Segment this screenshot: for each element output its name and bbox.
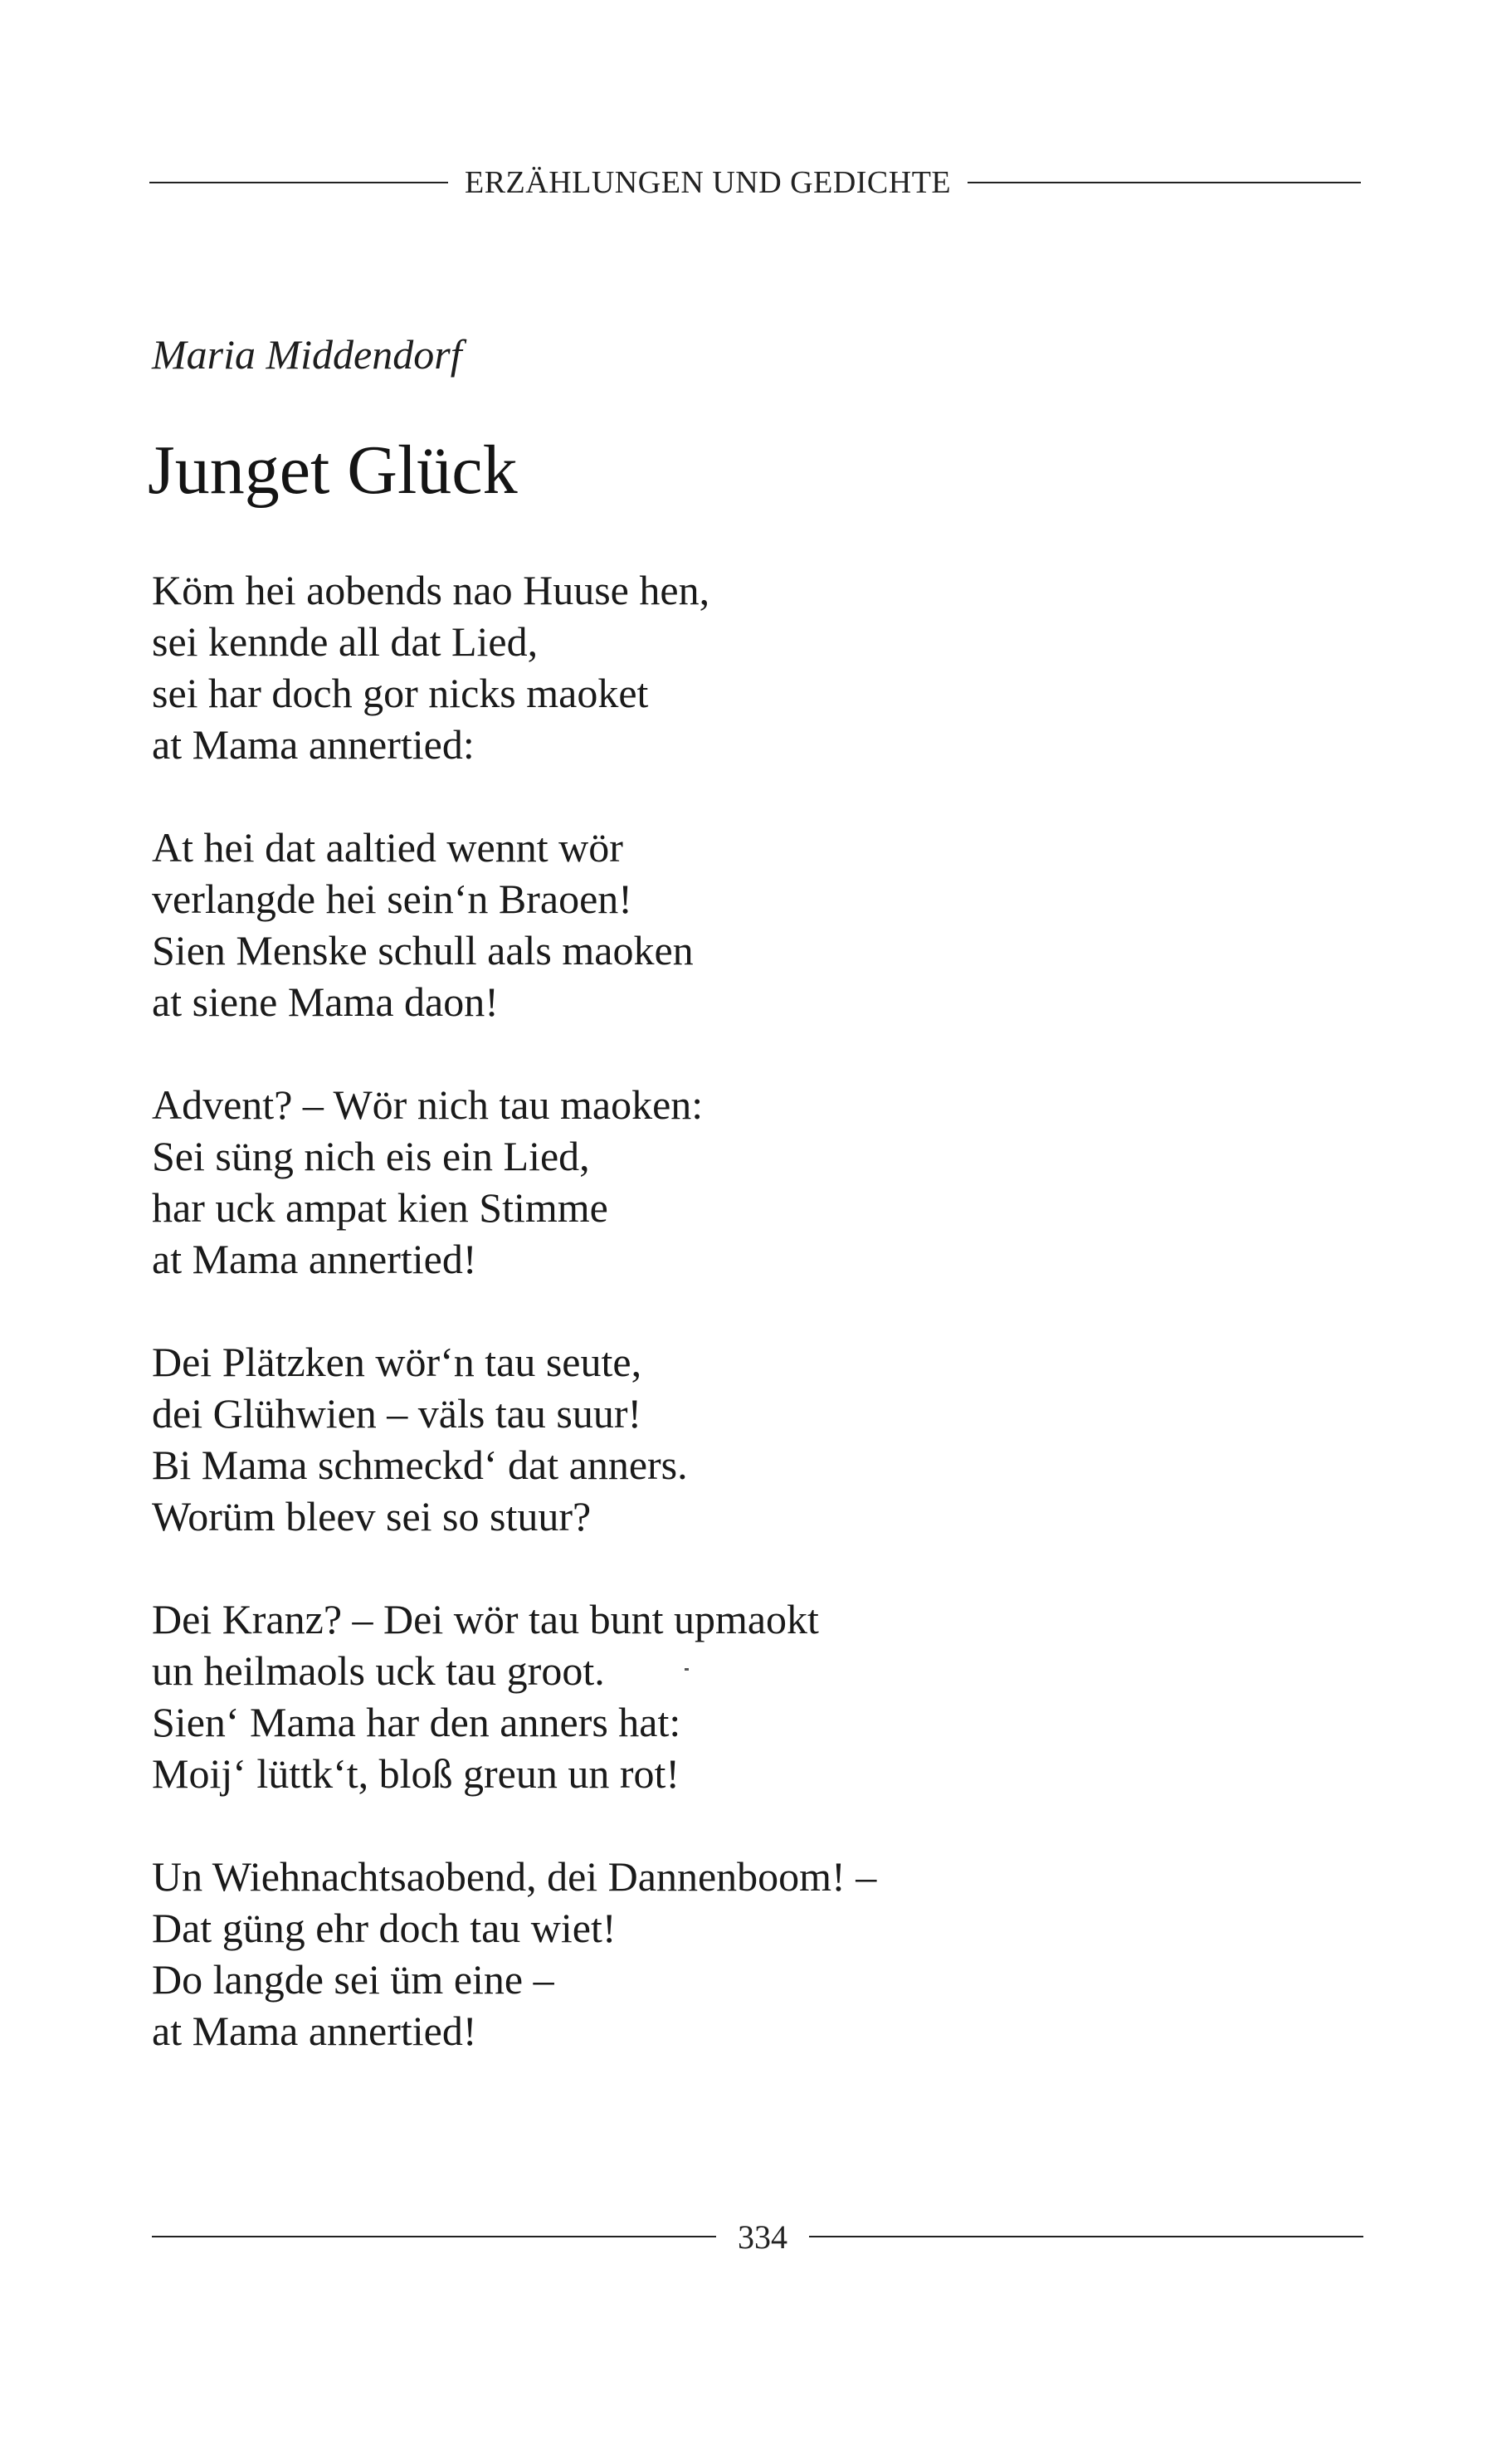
poem-line: verlangde hei sein‘n Braoen!: [152, 876, 632, 922]
poem-line: At hei dat aaltied wennt wör: [152, 824, 623, 871]
poem-line: at Mama annertied!: [152, 2008, 477, 2054]
poem-line: Sien Menske schull aals maoken: [152, 927, 694, 973]
poem-line: Worüm bleev sei so stuur?: [152, 1493, 592, 1539]
poem-line: Dat güng ehr doch tau wiet!: [152, 1905, 617, 1951]
poem-line: sei har doch gor nicks maoket: [152, 670, 649, 716]
poem-line: Advent? – Wör nich tau maoken:: [152, 1081, 704, 1128]
poem-line: har uck ampat kien Stimme: [152, 1184, 608, 1231]
author-name: Maria Middendorf: [152, 331, 462, 378]
page-footer: [152, 2212, 1363, 2262]
poem-title: Junget Glück: [148, 432, 518, 509]
poem-line: at siene Mama daon!: [152, 978, 499, 1025]
footer-rule-right: [809, 2236, 1363, 2237]
poem-line: at Mama annertied!: [152, 1236, 477, 1282]
poem-line: at Mama annertied:: [152, 721, 475, 768]
header-rule-left: [149, 182, 448, 183]
print-speck: [685, 1668, 689, 1671]
poem-line: Dei Kranz? – Dei wör tau bunt upmaokt: [152, 1596, 819, 1642]
running-title: ERZÄHLUNGEN UND GEDICHTE: [465, 165, 952, 200]
stanza: [152, 822, 1314, 1027]
poem-line: Sien‘ Mama har den anners hat:: [152, 1699, 681, 1745]
stanza: [152, 564, 1314, 770]
poem-line: un heilmaols uck tau groot.: [152, 1647, 605, 1694]
poem-line: Sei süng nich eis ein Lied,: [152, 1133, 590, 1179]
footer-rule-left: [152, 2236, 716, 2237]
running-header: [149, 158, 1361, 207]
poem-line: Dei Plätzken wör‘n tau seute,: [152, 1339, 642, 1385]
poem-line: dei Glühwien – väls tau suur!: [152, 1390, 642, 1437]
poem-line: Köm hei aobends nao Huuse hen,: [152, 567, 710, 613]
poem-line: Do langde sei üm eine –: [152, 1956, 554, 2003]
poem-line: Un Wiehnachtsaobend, dei Dannenboom! –: [152, 1853, 877, 1900]
poem-line: Moij‘ lüttk‘t, bloß greun un rot!: [152, 1750, 680, 1797]
page-number: 334: [738, 2218, 787, 2256]
poem-line: Bi Mama schmeckd‘ dat anners.: [152, 1442, 688, 1488]
stanza: [152, 1593, 1314, 1799]
stanza: [152, 1851, 1314, 2057]
header-rule-right: [968, 182, 1361, 183]
poem-body: [152, 564, 1314, 2108]
poem-line: sei kennde all dat Lied,: [152, 618, 539, 665]
stanza: [152, 1079, 1314, 1285]
stanza: [152, 1336, 1314, 1542]
